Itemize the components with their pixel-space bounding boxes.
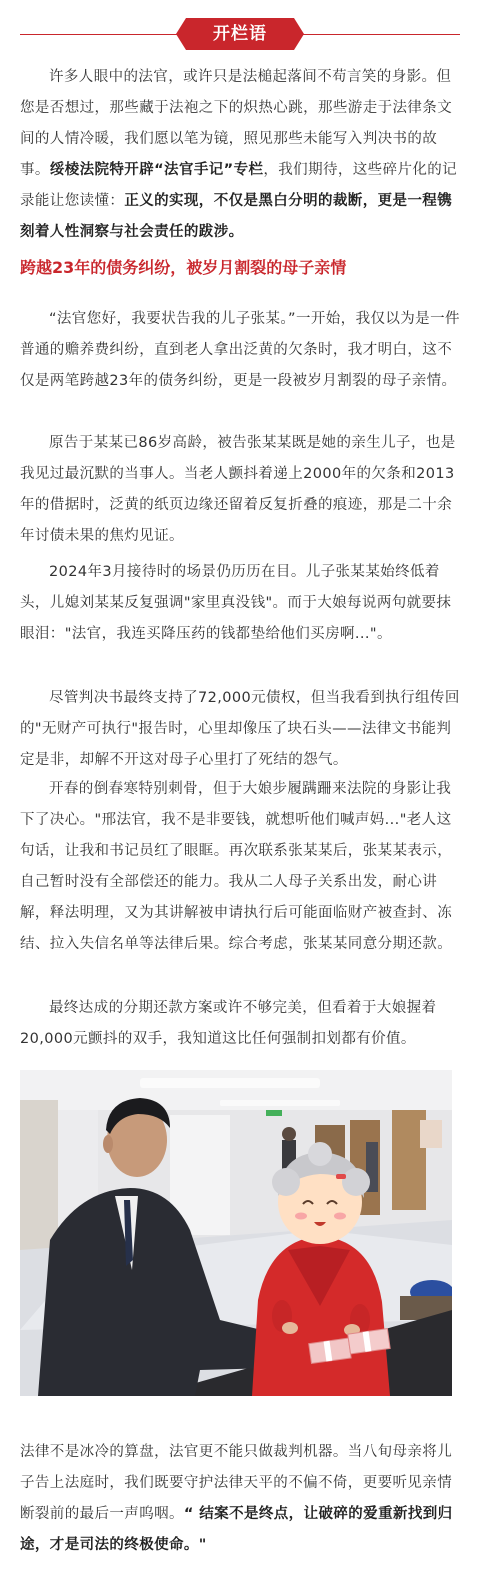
column-badge: 开栏语 [186,18,294,50]
intro-text-2: ，我们期待，这些碎片化的记录能让您读懂： [20,162,458,209]
closing-text: 法律不是冰冷的算盘，法官更不能只做裁判机器。当八旬母亲将儿子告上法庭时，我们既要守护法律天平的不偏不倚，更要听见亲情断裂前的最后一声呜咽。 [20,1444,453,1522]
article-paragraph-1: “法官您好，我要状告我的儿子张某。”一开始，我仅以为是一件普通的赡养费纠纷，直到老人拿出泛黄的欠条时，我才明白，这不仅是两笔跨越23年的债务纠纷，更是一段被岁月割裂的母子亲情。 [20,311,460,389]
article-paragraph-4: 尽管判决书最终支持了72,000元债权，但当我看到执行组传回的"无财产可执行"报告时，心里却像压了块石头——法律文书能判定是非，却解不开这对母子心里打了死结的怨气。 [20,690,460,768]
court-photo-illustration [20,1070,452,1396]
intro-text-1: 许多人眼中的法官，或许只是法槌起落间不苟言笑的身影。但您是否想过，那些藏于法袍之下的炽热心跳，那些游走于法律条文间的人情冷暖，我们愿以笔为镜，照见那些未能写入判决书的故事。 [20,69,453,178]
article-paragraph-5: 开春的倒春寒特别刺骨，但于大娘步履蹒跚来法院的身影让我下了决心。"邢法官，我不是非要钱，就想听他们喊声妈..."老人这句话，让我和书记员红了眼眶。再次联系张某某后，张某某表示，自己暂时没有全部偿还的能力。我从二人母子关系出发，耐心讲解，释法明理，又为其讲解被申请执行后可能面临财产被查封、冻结、拉入失信名单等法律后果。综合考虑，张某某同意分期还款。 [20,781,453,952]
intro-paragraph [20,62,460,248]
article-paragraph-3: 2024年3月接待时的场景仍历历在目。儿子张某某始终低着头，儿媳刘某某反复强调"家里真没钱"。而于大娘每说两句就要抹眼泪："法官，我连买降压药的钱都垫给他们买房啊..."。 [20,564,452,642]
header-rule-right [295,34,460,35]
intro-bold-1: 绥棱法院特开辟“法官手记”专栏 [49,162,264,178]
closing-bold: “ 结案不是终点，让破碎的爱重新找到归途，才是司法的终极使命。" [20,1506,453,1553]
column-header [20,18,460,50]
court-photo [20,1070,452,1396]
article-heading: 跨越23年的债务纠纷，被岁月割裂的母子亲情 [20,258,347,277]
closing-paragraph [20,1437,460,1561]
article-paragraph-2: 原告于某某已86岁高龄，被告张某某既是她的亲生儿子，也是我见过最沉默的当事人。当老人颤抖着递上2000年的欠条和2013年的借据时，泛黄的纸页边缘还留着反复折叠的痕迹，那是二十余年讨债未果的焦灼见证。 [20,435,456,544]
intro-bold-2: 正义的实现，不仅是黑白分明的裁断，更是一程镌刻着人性洞察与社会责任的跋涉。 [20,193,453,240]
header-rule-left [20,34,185,35]
article-paragraph-6: 最终达成的分期还款方案或许不够完美，但看着于大娘握着20,000元颤抖的双手，我知道这比任何强制扣划都有价值。 [20,1000,437,1047]
